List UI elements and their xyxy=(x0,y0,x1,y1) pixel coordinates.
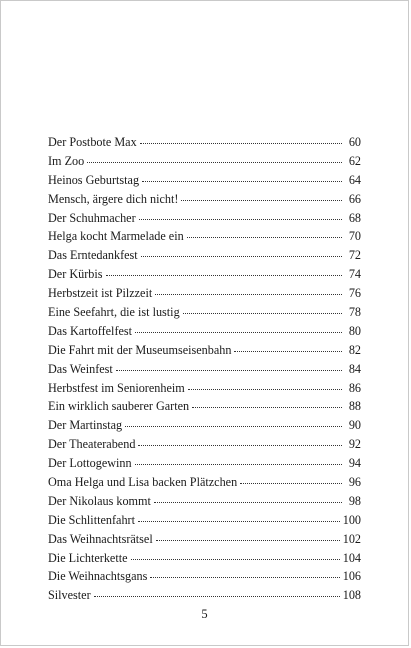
dot-leader xyxy=(138,435,342,446)
dot-leader xyxy=(131,549,340,560)
dot-leader xyxy=(141,246,342,257)
toc-entry xyxy=(48,284,361,303)
dot-leader xyxy=(240,473,342,484)
toc-entry-title: Das Erntedankfest xyxy=(48,248,138,263)
toc-entry-title: Helga kocht Marmelade ein xyxy=(48,229,184,244)
toc-entry-page-number: 96 xyxy=(348,475,361,490)
dot-leader xyxy=(156,530,340,541)
toc-entry xyxy=(48,567,361,586)
dot-leader xyxy=(188,379,342,390)
toc-entry-page-number: 104 xyxy=(342,550,361,565)
toc-entry xyxy=(48,246,361,265)
toc-entry-title: Der Nikolaus kommt xyxy=(48,493,151,508)
toc-entry xyxy=(48,416,361,435)
dot-leader xyxy=(135,454,342,465)
toc-entry-title: Der Kürbis xyxy=(48,267,103,282)
toc-entry-title: Der Martinstag xyxy=(48,418,123,433)
dot-leader xyxy=(183,303,342,314)
toc-entry xyxy=(48,435,361,454)
toc-entry-page-number: 60 xyxy=(348,135,361,149)
dot-leader xyxy=(192,397,342,408)
toc-entry-page-number: 86 xyxy=(348,380,361,395)
toc-entry-title: Ein wirklich sauberer Garten xyxy=(48,399,190,414)
page-number: 5 xyxy=(201,607,208,621)
dot-leader xyxy=(140,133,342,144)
toc-entry-page-number: 78 xyxy=(348,305,361,320)
dot-leader xyxy=(139,209,342,220)
toc-entry-page-number: 94 xyxy=(348,456,361,471)
toc-entry-page-number: 76 xyxy=(348,286,361,301)
toc-entry-title: Der Theaterabend xyxy=(48,437,136,452)
dot-leader xyxy=(150,567,339,578)
toc-entry-page-number: 82 xyxy=(348,342,361,357)
toc-entry xyxy=(48,454,361,473)
toc-entry-title: Mensch, ärgere dich nicht! xyxy=(48,191,179,206)
toc-entry-title: Die Weihnachtsgans xyxy=(48,569,148,584)
toc-entry-page-number: 68 xyxy=(348,210,361,225)
toc-entry-title: Herbstfest im Seniorenheim xyxy=(48,380,185,395)
dot-leader xyxy=(116,360,342,371)
toc-entry-page-number: 72 xyxy=(348,248,361,263)
toc-entry xyxy=(48,549,361,568)
toc-entry-page-number: 102 xyxy=(342,531,361,546)
toc-entry-page-number: 64 xyxy=(348,172,361,187)
toc-entry-page-number: 90 xyxy=(348,418,361,433)
toc-entry-page-number: 92 xyxy=(348,437,361,452)
toc-entry-page-number: 62 xyxy=(348,153,361,168)
toc-entry xyxy=(48,322,361,341)
toc-entry xyxy=(48,360,361,379)
toc-entry-page-number: 70 xyxy=(348,229,361,244)
toc-entry-title: Eine Seefahrt, die ist lustig xyxy=(48,305,180,320)
toc-entry xyxy=(48,133,361,152)
toc-entry xyxy=(48,492,361,511)
toc-entry-page-number: 100 xyxy=(342,512,361,527)
toc-entry-page-number: 98 xyxy=(348,493,361,508)
dot-leader xyxy=(234,341,342,352)
toc-entry-page-number: 84 xyxy=(348,361,361,376)
toc-entry-page-number: 66 xyxy=(348,191,361,206)
toc-entry-title: Das Weihnachtsrätsel xyxy=(48,531,153,546)
dot-leader xyxy=(125,416,342,427)
toc-entry xyxy=(48,473,361,492)
toc-entry xyxy=(48,586,361,605)
toc-entry xyxy=(48,209,361,228)
toc-entry-page-number: 80 xyxy=(348,323,361,338)
toc-entry-title: Heinos Geburtstag xyxy=(48,172,140,187)
toc-entry-title: Die Lichterkette xyxy=(48,550,128,565)
toc-entry-title: Silvester xyxy=(48,588,91,603)
toc-entry-title: Herbstzeit ist Pilzzeit xyxy=(48,286,153,301)
dot-leader xyxy=(135,322,342,333)
dot-leader xyxy=(138,511,340,522)
table-of-contents xyxy=(48,133,361,605)
toc-entry xyxy=(48,152,361,171)
toc-entry-page-number: 106 xyxy=(342,569,361,584)
dot-leader xyxy=(94,586,340,597)
toc-entry xyxy=(48,190,361,209)
toc-entry xyxy=(48,265,361,284)
dot-leader xyxy=(181,190,342,201)
toc-entry xyxy=(48,227,361,246)
toc-entry-title: Der Postbote Max xyxy=(48,135,137,149)
toc-entry-title: Die Fahrt mit der Museumseisenbahn xyxy=(48,342,232,357)
dot-leader xyxy=(155,284,342,295)
toc-entry-title: Im Zoo xyxy=(48,153,85,168)
toc-entry-title: Die Schlittenfahrt xyxy=(48,512,135,527)
toc-entry xyxy=(48,379,361,398)
toc-entry-page-number: 88 xyxy=(348,399,361,414)
dot-leader xyxy=(187,227,342,238)
toc-entry xyxy=(48,397,361,416)
dot-leader xyxy=(142,171,342,182)
toc-entry-title: Das Weinfest xyxy=(48,361,113,376)
toc-entry xyxy=(48,530,361,549)
toc-entry-title: Der Schuhmacher xyxy=(48,210,136,225)
toc-entry-title: Das Kartoffelfest xyxy=(48,323,133,338)
toc-entry xyxy=(48,511,361,530)
toc-entry xyxy=(48,171,361,190)
toc-entry-page-number: 74 xyxy=(348,267,361,282)
toc-entry-title: Der Lottogewinn xyxy=(48,456,132,471)
dot-leader xyxy=(154,492,342,503)
toc-entry-page-number: 108 xyxy=(342,588,361,603)
dot-leader xyxy=(87,152,342,163)
dot-leader xyxy=(106,265,343,276)
toc-entry xyxy=(48,303,361,322)
toc-entry-title: Oma Helga und Lisa backen Plätzchen xyxy=(48,475,238,490)
toc-entry xyxy=(48,341,361,360)
